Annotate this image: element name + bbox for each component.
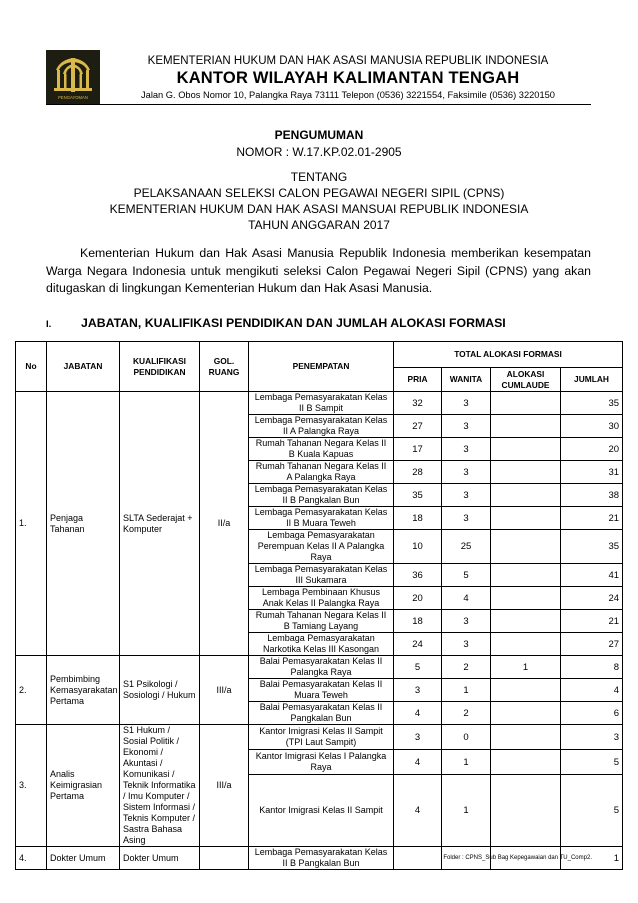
cell-cumlaude: [491, 750, 561, 775]
cell-cumlaude: [491, 507, 561, 530]
cell-gol: II/a: [200, 392, 249, 656]
cell-wanita: 1: [442, 750, 491, 775]
cell-cumlaude: 1: [491, 656, 561, 679]
cell-wanita: 4: [442, 587, 491, 610]
cell-pria: 3: [394, 725, 442, 750]
cell-jumlah: 3: [561, 725, 623, 750]
announcement-subject-1: PELAKSANAAN SELEKSI CALON PEGAWAI NEGERI SIPIL (CPNS): [133, 186, 505, 200]
cell-jumlah: 5: [561, 750, 623, 775]
cell-no: 3.: [16, 725, 47, 847]
cell-jabatan: Dokter Umum: [47, 847, 120, 870]
cell-penempatan: Lembaga Pemasyarakatan Kelas II B Sampit: [249, 392, 394, 415]
cell-pria: 20: [394, 587, 442, 610]
cell-no: 4.: [16, 847, 47, 870]
office-address: Jalan G. Obos Nomor 10, Palangka Raya 73111 Telepon (0536) 3221554, Faksimile (0536) 3220150: [141, 90, 555, 100]
cell-wanita: 3: [442, 484, 491, 507]
cell-wanita: 0: [442, 725, 491, 750]
cell-jumlah: 20: [561, 438, 623, 461]
ministry-name: KEMENTERIAN HUKUM DAN HAK ASASI MANUSIA REPUBLIK INDONESIA: [147, 55, 549, 67]
intro-paragraph: Kementerian Hukum dan Hak Asasi Manusia Republik Indonesia memberikan kesempatan Warga Negara Indonesia untuk mengikuti seleksi Calon Pegawai Negeri Sipil (CPNS) yang akan ditugaskan di lingkungan Kementerian Hukum dan Hak Asasi Manusia.: [46, 246, 591, 295]
cell-kualifikasi: Dokter Umum: [120, 847, 200, 870]
cell-pria: [394, 847, 442, 870]
cell-penempatan: Lembaga Pemasyarakatan Kelas II B Pangkalan Bun: [249, 847, 394, 870]
cell-cumlaude: [491, 679, 561, 702]
cell-penempatan: Lembaga Pemasyarakatan Perempuan Kelas II A Palangka Raya: [249, 530, 394, 564]
cell-cumlaude: [491, 702, 561, 725]
section-title: JABATAN, KUALIFIKASI PENDIDIKAN DAN JUMLAH ALOKASI FORMASI: [81, 316, 506, 330]
table-row: [16, 392, 623, 415]
section-number: I.: [46, 319, 52, 330]
cell-cumlaude: [491, 438, 561, 461]
cell-wanita: 3: [442, 507, 491, 530]
cell-jumlah: 38: [561, 484, 623, 507]
cell-jumlah: 21: [561, 507, 623, 530]
cell-jumlah: 8: [561, 656, 623, 679]
announcement-title: PENGUMUMAN: [274, 128, 364, 142]
cell-wanita: 5: [442, 564, 491, 587]
header-kualifikasi: KUALIFIKASI PENDIDIKAN: [120, 342, 200, 392]
cell-wanita: 1: [442, 679, 491, 702]
formation-table-body: [16, 392, 623, 870]
header-total: TOTAL ALOKASI FORMASI: [394, 342, 623, 368]
cell-wanita: 25: [442, 530, 491, 564]
cell-cumlaude: [491, 564, 561, 587]
section-heading: [46, 316, 506, 330]
announcement-number: NOMOR : W.17.KP.02.01-2905: [236, 145, 402, 159]
cell-penempatan: Lembaga Pemasyarakatan Kelas II B Muara Teweh: [249, 507, 394, 530]
cell-cumlaude: [491, 610, 561, 633]
cell-cumlaude: [491, 633, 561, 656]
cell-jumlah: 24: [561, 587, 623, 610]
cell-pria: 4: [394, 702, 442, 725]
cell-wanita: 3: [442, 438, 491, 461]
office-name: KANTOR WILAYAH KALIMANTAN TENGAH: [176, 69, 520, 87]
cell-pria: 35: [394, 484, 442, 507]
cell-cumlaude: [491, 775, 561, 847]
footer-folder: Folder : CPNS_Sub Bag Kepegawaian dan TU_Comp2.: [443, 855, 592, 861]
cell-penempatan: Rumah Tahanan Negara Kelas II A Palangka Raya: [249, 461, 394, 484]
cell-no: 2.: [16, 656, 47, 725]
cell-penempatan: Balai Pemasyarakatan Kelas II Pangkalan Bun: [249, 702, 394, 725]
cell-wanita: 3: [442, 610, 491, 633]
cell-jumlah: 5: [561, 775, 623, 847]
cell-kualifikasi: S1 Psikologi / Sosiologi / Hukum: [120, 656, 200, 725]
header-cumlaude: ALOKASI CUMLAUDE: [491, 368, 561, 392]
header-jabatan: JABATAN: [47, 342, 120, 392]
cell-gol: III/a: [200, 656, 249, 725]
cell-wanita: 2: [442, 702, 491, 725]
cell-jumlah: 41: [561, 564, 623, 587]
cell-cumlaude: [491, 725, 561, 750]
cell-cumlaude: [491, 415, 561, 438]
cell-cumlaude: [491, 530, 561, 564]
cell-penempatan: Kantor Imigrasi Kelas II Sampit (TPI Laut Sampit): [249, 725, 394, 750]
cell-penempatan: Lembaga Pemasyarakatan Kelas II B Pangkalan Bun: [249, 484, 394, 507]
cell-pria: 17: [394, 438, 442, 461]
cell-pria: 18: [394, 610, 442, 633]
cell-jumlah: 4: [561, 679, 623, 702]
header-gol: GOL. RUANG: [200, 342, 249, 392]
cell-pria: 18: [394, 507, 442, 530]
header-jumlah: JUMLAH: [561, 368, 623, 392]
announcement-subject-2: KEMENTERIAN HUKUM DAN HAK ASASI MANSUAI REPUBLIK INDONESIA: [109, 202, 529, 216]
cell-kualifikasi: S1 Hukum / Sosial Politik / Ekonomi / Akuntasi / Komunikasi / Teknik Informatika / Imu Komputer / Sistem Informasi / Teknis Komputer / Sastra Bahasa Asing: [120, 725, 200, 847]
cell-jabatan: Pembimbing Kemasyarakatan Pertama: [47, 656, 120, 725]
table-row: [16, 725, 623, 750]
cell-penempatan: Kantor Imigrasi Kelas II Sampit: [249, 775, 394, 847]
cell-wanita: 3: [442, 461, 491, 484]
ministry-logo: [46, 50, 100, 104]
cell-penempatan: Lembaga Pemasyarakatan Kelas III Sukamara: [249, 564, 394, 587]
cell-pria: 4: [394, 750, 442, 775]
cell-wanita: 1: [442, 775, 491, 847]
announcement-about: TENTANG: [290, 170, 348, 184]
header-divider: [46, 104, 591, 105]
header-no: No: [16, 342, 47, 392]
cell-pria: 3: [394, 679, 442, 702]
cell-penempatan: Balai Pemasyarakatan Kelas II Muara Teweh: [249, 679, 394, 702]
cell-cumlaude: [491, 392, 561, 415]
cell-jumlah: 35: [561, 530, 623, 564]
cell-penempatan: Lembaga Pemasyarakatan Kelas II A Palangka Raya: [249, 415, 394, 438]
cell-cumlaude: [491, 587, 561, 610]
cell-penempatan: Balai Pemasyarakatan Kelas II Palangka Raya: [249, 656, 394, 679]
cell-cumlaude: [491, 484, 561, 507]
cell-wanita: 2: [442, 656, 491, 679]
header-pria: PRIA: [394, 368, 442, 392]
cell-wanita: 3: [442, 392, 491, 415]
cell-penempatan: Lembaga Pembinaan Khusus Anak Kelas II Palangka Raya: [249, 587, 394, 610]
cell-no: 1.: [16, 392, 47, 656]
cell-gol: III/a: [200, 725, 249, 847]
cell-jumlah: 1: [561, 847, 623, 870]
cell-pria: 24: [394, 633, 442, 656]
announcement-subject-3: TAHUN ANGGARAN 2017: [248, 218, 390, 232]
cell-wanita: 3: [442, 633, 491, 656]
cell-jumlah: 31: [561, 461, 623, 484]
cell-cumlaude: [491, 461, 561, 484]
cell-jabatan: Analis Keimigrasian Pertama: [47, 725, 120, 847]
cell-penempatan: Kantor Imigrasi Kelas I Palangka Raya: [249, 750, 394, 775]
cell-jumlah: 21: [561, 610, 623, 633]
cell-pria: 28: [394, 461, 442, 484]
cell-penempatan: Rumah Tahanan Negara Kelas II B Kuala Kapuas: [249, 438, 394, 461]
cell-pria: 10: [394, 530, 442, 564]
cell-jumlah: 6: [561, 702, 623, 725]
cell-kualifikasi: SLTA Sederajat + Komputer: [120, 392, 200, 656]
cell-jumlah: 30: [561, 415, 623, 438]
cell-penempatan: Rumah Tahanan Negara Kelas II B Tamiang Layang: [249, 610, 394, 633]
table-row: [16, 656, 623, 679]
cell-jumlah: 27: [561, 633, 623, 656]
header-penempatan: PENEMPATAN: [249, 342, 394, 392]
cell-jabatan: Penjaga Tahanan: [47, 392, 120, 656]
cell-pria: 32: [394, 392, 442, 415]
cell-pria: 27: [394, 415, 442, 438]
formation-table: [15, 341, 623, 870]
cell-gol: [200, 847, 249, 870]
header-wanita: WANITA: [442, 368, 491, 392]
cell-pria: 5: [394, 656, 442, 679]
cell-pria: 4: [394, 775, 442, 847]
logo-text: PENGAYOMAN: [58, 95, 88, 100]
cell-pria: 36: [394, 564, 442, 587]
cell-jumlah: 35: [561, 392, 623, 415]
cell-wanita: 3: [442, 415, 491, 438]
cell-penempatan: Lembaga Pemasyarakatan Narkotika Kelas III Kasongan: [249, 633, 394, 656]
